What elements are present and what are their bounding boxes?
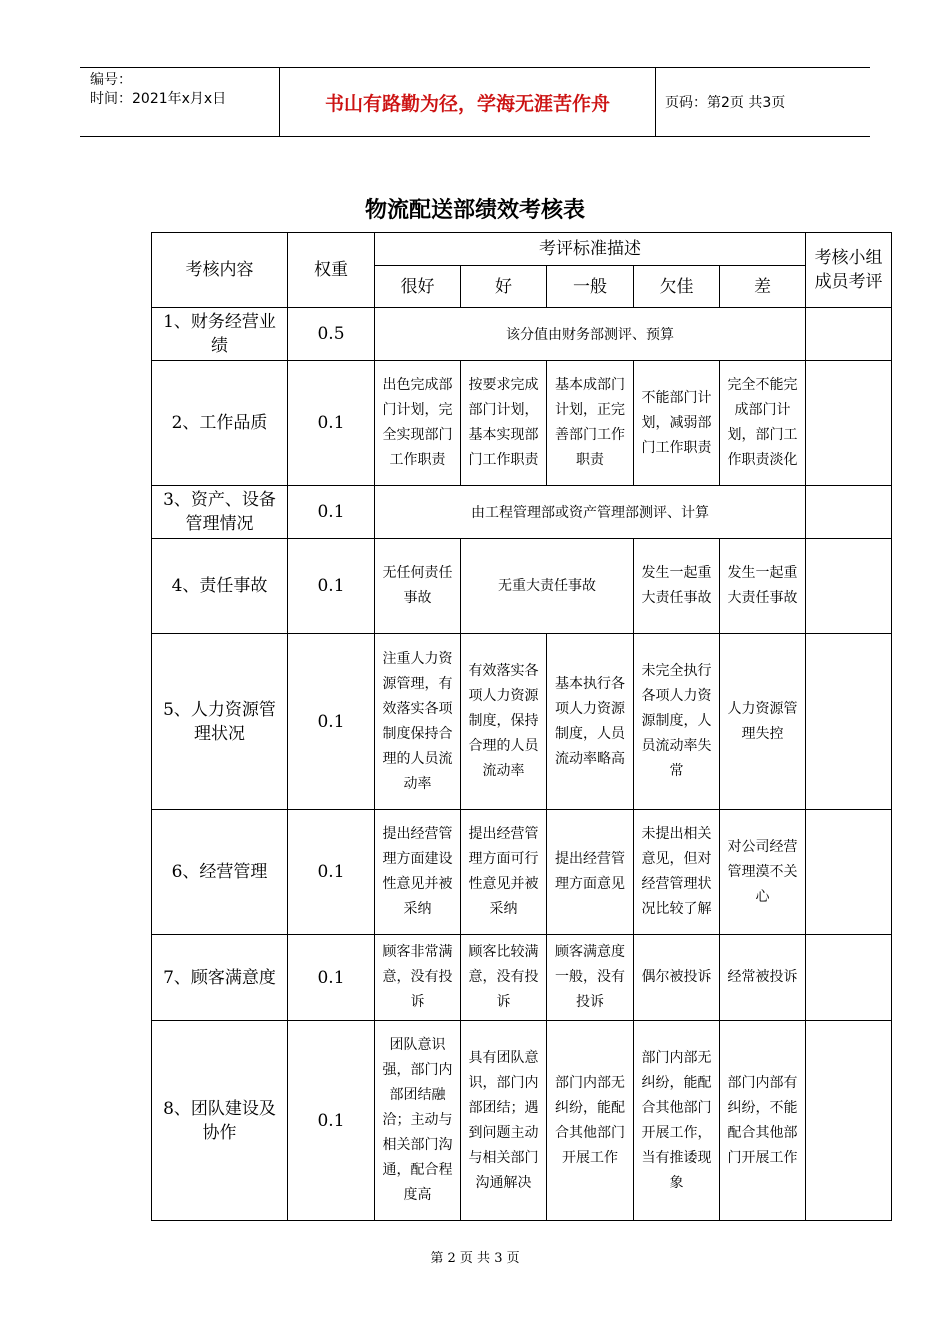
level-very-good: 很好 xyxy=(375,266,461,308)
criteria-average: 提出经营管理方面意见 xyxy=(547,810,634,935)
row-weight: 0.1 xyxy=(288,810,375,935)
row-weight: 0.1 xyxy=(288,361,375,486)
row-panel-score xyxy=(806,935,892,1021)
document-date: 时间：2021年x月x日 xyxy=(90,91,227,107)
row-panel-score xyxy=(806,308,892,361)
row-item: 6、经营管理 xyxy=(152,810,288,935)
criteria-good: 按要求完成部门计划，基本实现部门工作职责 xyxy=(461,361,547,486)
row-panel-score xyxy=(806,810,892,935)
header-criteria: 考评标准描述 xyxy=(375,233,806,266)
criteria-good: 提出经营管理方面可行性意见并被采纳 xyxy=(461,810,547,935)
criteria-bad: 经常被投诉 xyxy=(720,935,806,1021)
table-row xyxy=(152,634,892,810)
row-panel-score xyxy=(806,1021,892,1221)
row-panel-score xyxy=(806,539,892,634)
row-panel-score xyxy=(806,361,892,486)
table-row xyxy=(152,539,892,634)
criteria-very-good: 注重人力资源管理，有效落实各项制度保持合理的人员流动率 xyxy=(375,634,461,810)
criteria-bad: 完全不能完成部门计划，部门工作职责淡化 xyxy=(720,361,806,486)
document-header xyxy=(80,67,870,137)
header-motto: 书山有路勤为径，学海无涯苦作舟 xyxy=(280,68,656,136)
row-item: 1、财务经营业绩 xyxy=(152,308,288,361)
header-weight: 权重 xyxy=(288,233,375,308)
header-panel: 考核小组成员考评 xyxy=(806,233,892,308)
page-footer: 第 2 页 共 3 页 xyxy=(430,1251,520,1266)
table-row xyxy=(152,1021,892,1221)
page-title: 物流配送部绩效考核表 xyxy=(364,197,585,223)
row-item: 3、资产、设备管理情况 xyxy=(152,486,288,539)
level-poor: 欠佳 xyxy=(634,266,720,308)
table-row xyxy=(152,810,892,935)
criteria-average: 基本成部门计划，正完善部门工作职责 xyxy=(547,361,634,486)
table-header-row xyxy=(152,233,892,266)
criteria-bad: 部门内部有纠纷，不能配合其他部门开展工作 xyxy=(720,1021,806,1221)
row-weight: 0.1 xyxy=(288,1021,375,1221)
row-item: 2、工作品质 xyxy=(152,361,288,486)
row-item: 4、责任事故 xyxy=(152,539,288,634)
header-meta xyxy=(80,68,280,136)
criteria-good: 有效落实各项人力资源制度，保持合理的人员流动率 xyxy=(461,634,547,810)
row-weight: 0.1 xyxy=(288,634,375,810)
level-average: 一般 xyxy=(547,266,634,308)
criteria-very-good: 提出经营管理方面建设性意见并被采纳 xyxy=(375,810,461,935)
criteria-poor: 发生一起重大责任事故 xyxy=(634,539,720,634)
row-item: 5、人力资源管理状况 xyxy=(152,634,288,810)
table-row xyxy=(152,935,892,1021)
criteria-poor: 偶尔被投诉 xyxy=(634,935,720,1021)
document-number-label: 编号： xyxy=(90,72,132,88)
row-weight: 0.1 xyxy=(288,486,375,539)
level-good: 好 xyxy=(461,266,547,308)
criteria-good-average: 无重大责任事故 xyxy=(461,539,634,634)
criteria-very-good: 出色完成部门计划，完全实现部门工作职责 xyxy=(375,361,461,486)
row-weight: 0.5 xyxy=(288,308,375,361)
criteria-very-good: 无任何责任事故 xyxy=(375,539,461,634)
row-panel-score xyxy=(806,634,892,810)
criteria-good: 顾客比较满意，没有投诉 xyxy=(461,935,547,1021)
criteria-poor: 不能部门计划，减弱部门工作职责 xyxy=(634,361,720,486)
criteria-poor: 未提出相关意见，但对经营管理状况比较了解 xyxy=(634,810,720,935)
header-item: 考核内容 xyxy=(152,233,288,308)
criteria-good: 具有团队意识，部门内部团结；遇到问题主动与相关部门沟通解决 xyxy=(461,1021,547,1221)
row-panel-score xyxy=(806,486,892,539)
criteria-poor: 部门内部无纠纷，能配合其他部门开展工作，当有推诿现象 xyxy=(634,1021,720,1221)
row-merged-criteria: 该分值由财务部测评、预算 xyxy=(375,308,806,361)
criteria-very-good: 顾客非常满意，没有投诉 xyxy=(375,935,461,1021)
criteria-bad: 对公司经营管理漠不关心 xyxy=(720,810,806,935)
row-item: 7、顾客满意度 xyxy=(152,935,288,1021)
table-row xyxy=(152,361,892,486)
criteria-very-good: 团队意识强，部门内部团结融洽；主动与相关部门沟通，配合程度高 xyxy=(375,1021,461,1221)
criteria-average: 部门内部无纠纷，能配合其他部门开展工作 xyxy=(547,1021,634,1221)
criteria-bad: 发生一起重大责任事故 xyxy=(720,539,806,634)
row-merged-criteria: 由工程管理部或资产管理部测评、计算 xyxy=(375,486,806,539)
row-item: 8、团队建设及协作 xyxy=(152,1021,288,1221)
criteria-bad: 人力资源管理失控 xyxy=(720,634,806,810)
criteria-average: 顾客满意度一般，没有投诉 xyxy=(547,935,634,1021)
criteria-average: 基本执行各项人力资源制度，人员流动率略高 xyxy=(547,634,634,810)
table-row xyxy=(152,308,892,361)
table-row xyxy=(152,486,892,539)
assessment-table xyxy=(151,232,892,1221)
criteria-poor: 未完全执行各项人力资源制度，人员流动率失常 xyxy=(634,634,720,810)
level-bad: 差 xyxy=(720,266,806,308)
header-page-info: 页码：第2页 共3页 xyxy=(665,95,786,111)
row-weight: 0.1 xyxy=(288,539,375,634)
row-weight: 0.1 xyxy=(288,935,375,1021)
